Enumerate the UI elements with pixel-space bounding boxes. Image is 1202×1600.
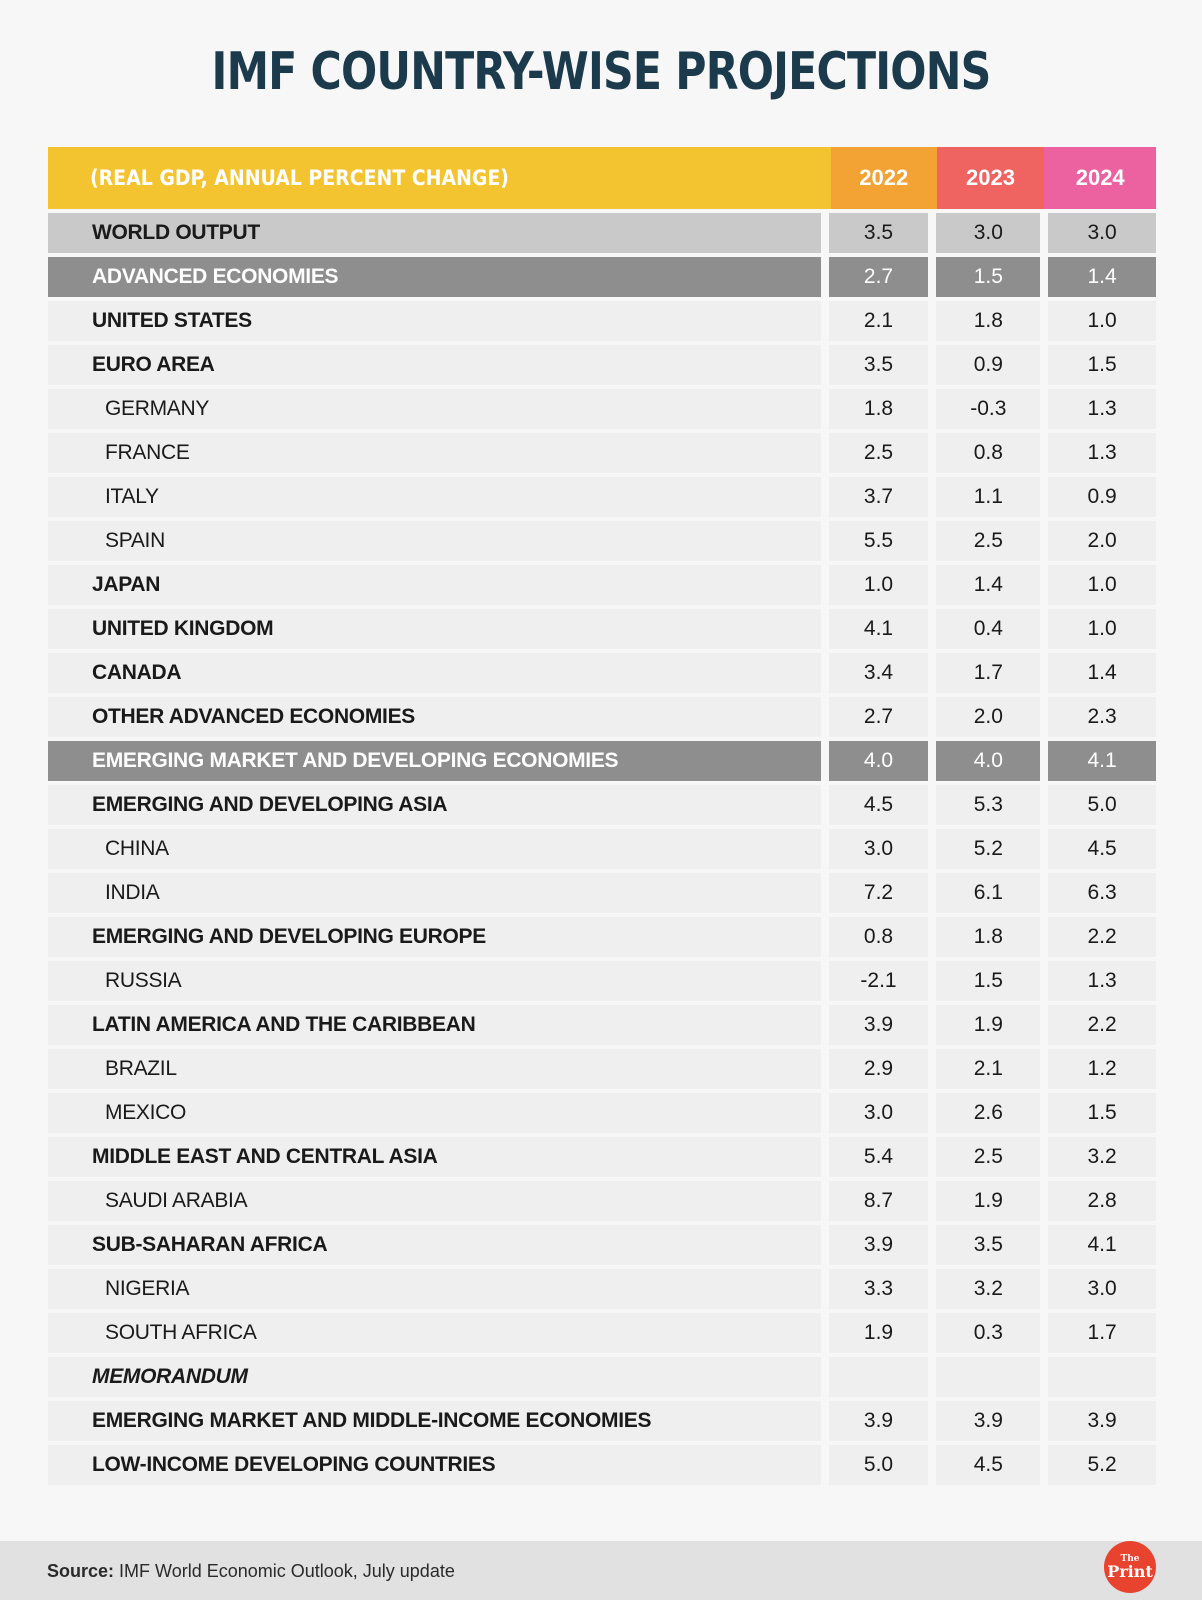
value-cell-2024: 4.1 [1048, 741, 1156, 781]
table-row [48, 961, 1156, 1001]
row-label: ADVANCED ECONOMIES [48, 257, 821, 297]
table-row [48, 741, 1156, 781]
value-cell-2024: 4.5 [1048, 829, 1156, 869]
logo-top-text: The [1120, 1553, 1140, 1564]
value-cell-2022: 2.9 [829, 1049, 929, 1089]
year-header-2024: 2024 [1044, 147, 1156, 209]
table-row [48, 213, 1156, 253]
table-row [48, 433, 1156, 473]
row-label: UNITED KINGDOM [48, 609, 821, 649]
table-row [48, 1049, 1156, 1089]
table-header-row [48, 147, 1156, 209]
row-label: EMERGING AND DEVELOPING EUROPE [48, 917, 821, 957]
table-row [48, 257, 1156, 297]
value-cell-2024: 1.4 [1048, 653, 1156, 693]
table-row [48, 1401, 1156, 1441]
value-cell-2024 [1048, 1357, 1156, 1397]
value-cell-2024: 2.3 [1048, 697, 1156, 737]
row-label: OTHER ADVANCED ECONOMIES [48, 697, 821, 737]
table-row [48, 873, 1156, 913]
table-row [48, 1005, 1156, 1045]
row-label: EMERGING MARKET AND MIDDLE-INCOME ECONOMIES [48, 1401, 821, 1441]
table-row [48, 521, 1156, 561]
value-cell-2024: 1.7 [1048, 1313, 1156, 1353]
row-label: INDIA [48, 873, 821, 913]
row-label: SUB-SAHARAN AFRICA [48, 1225, 821, 1265]
table-header-label: (REAL GDP, ANNUAL PERCENT CHANGE) [48, 147, 831, 209]
value-cell-2024: 1.0 [1048, 609, 1156, 649]
year-header-2023: 2023 [937, 147, 1045, 209]
value-cell-2022: 3.0 [829, 1093, 929, 1133]
value-cell-2022: 3.9 [829, 1225, 929, 1265]
value-cell-2022: 1.9 [829, 1313, 929, 1353]
value-cell-2022 [829, 1357, 929, 1397]
table-row [48, 1225, 1156, 1265]
value-cell-2023: 2.5 [936, 1137, 1040, 1177]
value-cell-2022: 3.7 [829, 477, 929, 517]
table-row [48, 1357, 1156, 1397]
value-cell-2024: 3.0 [1048, 213, 1156, 253]
value-cell-2022: 7.2 [829, 873, 929, 913]
row-label: WORLD OUTPUT [48, 213, 821, 253]
value-cell-2024: 0.9 [1048, 477, 1156, 517]
value-cell-2023: 2.5 [936, 521, 1040, 561]
table-row [48, 785, 1156, 825]
row-label: EURO AREA [48, 345, 821, 385]
value-cell-2024: 4.1 [1048, 1225, 1156, 1265]
value-cell-2024: 1.5 [1048, 1093, 1156, 1133]
row-label: SAUDI ARABIA [48, 1181, 821, 1221]
source-text: IMF World Economic Outlook, July update [114, 1561, 455, 1581]
value-cell-2023: 0.3 [936, 1313, 1040, 1353]
table-row [48, 345, 1156, 385]
row-label: FRANCE [48, 433, 821, 473]
table-row [48, 1445, 1156, 1485]
row-label: EMERGING AND DEVELOPING ASIA [48, 785, 821, 825]
footer-bar [0, 1541, 1202, 1600]
table-row [48, 389, 1156, 429]
value-cell-2024: 2.8 [1048, 1181, 1156, 1221]
value-cell-2022: -2.1 [829, 961, 929, 1001]
value-cell-2023: 5.2 [936, 829, 1040, 869]
table-row [48, 697, 1156, 737]
value-cell-2022: 5.5 [829, 521, 929, 561]
value-cell-2023: 5.3 [936, 785, 1040, 825]
source-label: Source: [47, 1561, 115, 1581]
value-cell-2023: 1.9 [936, 1005, 1040, 1045]
table-row [48, 565, 1156, 605]
value-cell-2022: 3.5 [829, 213, 929, 253]
row-label: MEXICO [48, 1093, 821, 1133]
projections-table [48, 147, 1156, 1489]
value-cell-2024: 1.0 [1048, 565, 1156, 605]
year-header-2022: 2022 [831, 147, 937, 209]
value-cell-2024: 1.5 [1048, 345, 1156, 385]
value-cell-2023: 2.6 [936, 1093, 1040, 1133]
table-row [48, 917, 1156, 957]
value-cell-2024: 3.0 [1048, 1269, 1156, 1309]
value-cell-2022: 3.0 [829, 829, 929, 869]
value-cell-2024: 5.0 [1048, 785, 1156, 825]
value-cell-2024: 3.9 [1048, 1401, 1156, 1441]
table-row [48, 477, 1156, 517]
value-cell-2023: 0.4 [936, 609, 1040, 649]
row-label: CHINA [48, 829, 821, 869]
row-label: CANADA [48, 653, 821, 693]
value-cell-2022: 0.8 [829, 917, 929, 957]
value-cell-2022: 5.4 [829, 1137, 929, 1177]
value-cell-2022: 4.5 [829, 785, 929, 825]
value-cell-2024: 1.0 [1048, 301, 1156, 341]
value-cell-2024: 1.3 [1048, 961, 1156, 1001]
value-cell-2023 [936, 1357, 1040, 1397]
value-cell-2022: 3.5 [829, 345, 929, 385]
row-label: SPAIN [48, 521, 821, 561]
table-row [48, 1181, 1156, 1221]
value-cell-2023: 1.9 [936, 1181, 1040, 1221]
value-cell-2022: 4.1 [829, 609, 929, 649]
value-cell-2022: 1.8 [829, 389, 929, 429]
row-label: ITALY [48, 477, 821, 517]
value-cell-2024: 1.3 [1048, 389, 1156, 429]
row-label: MEMORANDUM [48, 1357, 821, 1397]
value-cell-2023: 1.8 [936, 301, 1040, 341]
value-cell-2024: 2.2 [1048, 917, 1156, 957]
value-cell-2023: 3.0 [936, 213, 1040, 253]
value-cell-2022: 2.5 [829, 433, 929, 473]
value-cell-2022: 8.7 [829, 1181, 929, 1221]
theprint-logo [1104, 1541, 1156, 1593]
value-cell-2022: 3.4 [829, 653, 929, 693]
value-cell-2022: 5.0 [829, 1445, 929, 1485]
row-label: EMERGING MARKET AND DEVELOPING ECONOMIES [48, 741, 821, 781]
value-cell-2023: 4.0 [936, 741, 1040, 781]
value-cell-2023: 2.0 [936, 697, 1040, 737]
value-cell-2023: 4.5 [936, 1445, 1040, 1485]
table-row [48, 1269, 1156, 1309]
value-cell-2024: 2.2 [1048, 1005, 1156, 1045]
table-row [48, 829, 1156, 869]
value-cell-2023: 1.5 [936, 961, 1040, 1001]
value-cell-2023: 1.5 [936, 257, 1040, 297]
value-cell-2022: 3.9 [829, 1005, 929, 1045]
value-cell-2023: -0.3 [936, 389, 1040, 429]
value-cell-2022: 2.1 [829, 301, 929, 341]
value-cell-2023: 1.1 [936, 477, 1040, 517]
value-cell-2022: 3.3 [829, 1269, 929, 1309]
table-row [48, 609, 1156, 649]
row-label: MIDDLE EAST AND CENTRAL ASIA [48, 1137, 821, 1177]
table-row [48, 301, 1156, 341]
value-cell-2022: 3.9 [829, 1401, 929, 1441]
value-cell-2024: 1.2 [1048, 1049, 1156, 1089]
value-cell-2023: 6.1 [936, 873, 1040, 913]
value-cell-2023: 0.9 [936, 345, 1040, 385]
value-cell-2023: 3.5 [936, 1225, 1040, 1265]
row-label: BRAZIL [48, 1049, 821, 1089]
row-label: LOW-INCOME DEVELOPING COUNTRIES [48, 1445, 821, 1485]
table-row [48, 653, 1156, 693]
value-cell-2023: 2.1 [936, 1049, 1040, 1089]
page-title: IMF COUNTRY-WISE PROJECTIONS [211, 42, 991, 102]
table-row [48, 1093, 1156, 1133]
row-label: JAPAN [48, 565, 821, 605]
source-note [47, 1561, 455, 1582]
value-cell-2023: 1.7 [936, 653, 1040, 693]
value-cell-2024: 3.2 [1048, 1137, 1156, 1177]
value-cell-2023: 3.2 [936, 1269, 1040, 1309]
value-cell-2023: 1.8 [936, 917, 1040, 957]
value-cell-2022: 4.0 [829, 741, 929, 781]
value-cell-2024: 1.3 [1048, 433, 1156, 473]
value-cell-2022: 1.0 [829, 565, 929, 605]
value-cell-2024: 2.0 [1048, 521, 1156, 561]
row-label: LATIN AMERICA AND THE CARIBBEAN [48, 1005, 821, 1045]
value-cell-2023: 1.4 [936, 565, 1040, 605]
logo-main-text: Print [1107, 1561, 1153, 1581]
value-cell-2022: 2.7 [829, 257, 929, 297]
table-row [48, 1313, 1156, 1353]
value-cell-2024: 1.4 [1048, 257, 1156, 297]
row-label: UNITED STATES [48, 301, 821, 341]
value-cell-2022: 2.7 [829, 697, 929, 737]
row-label: GERMANY [48, 389, 821, 429]
table-row [48, 1137, 1156, 1177]
value-cell-2023: 0.8 [936, 433, 1040, 473]
table-body [48, 213, 1156, 1485]
row-label: NIGERIA [48, 1269, 821, 1309]
row-label: RUSSIA [48, 961, 821, 1001]
value-cell-2024: 6.3 [1048, 873, 1156, 913]
value-cell-2023: 3.9 [936, 1401, 1040, 1441]
value-cell-2024: 5.2 [1048, 1445, 1156, 1485]
row-label: SOUTH AFRICA [48, 1313, 821, 1353]
